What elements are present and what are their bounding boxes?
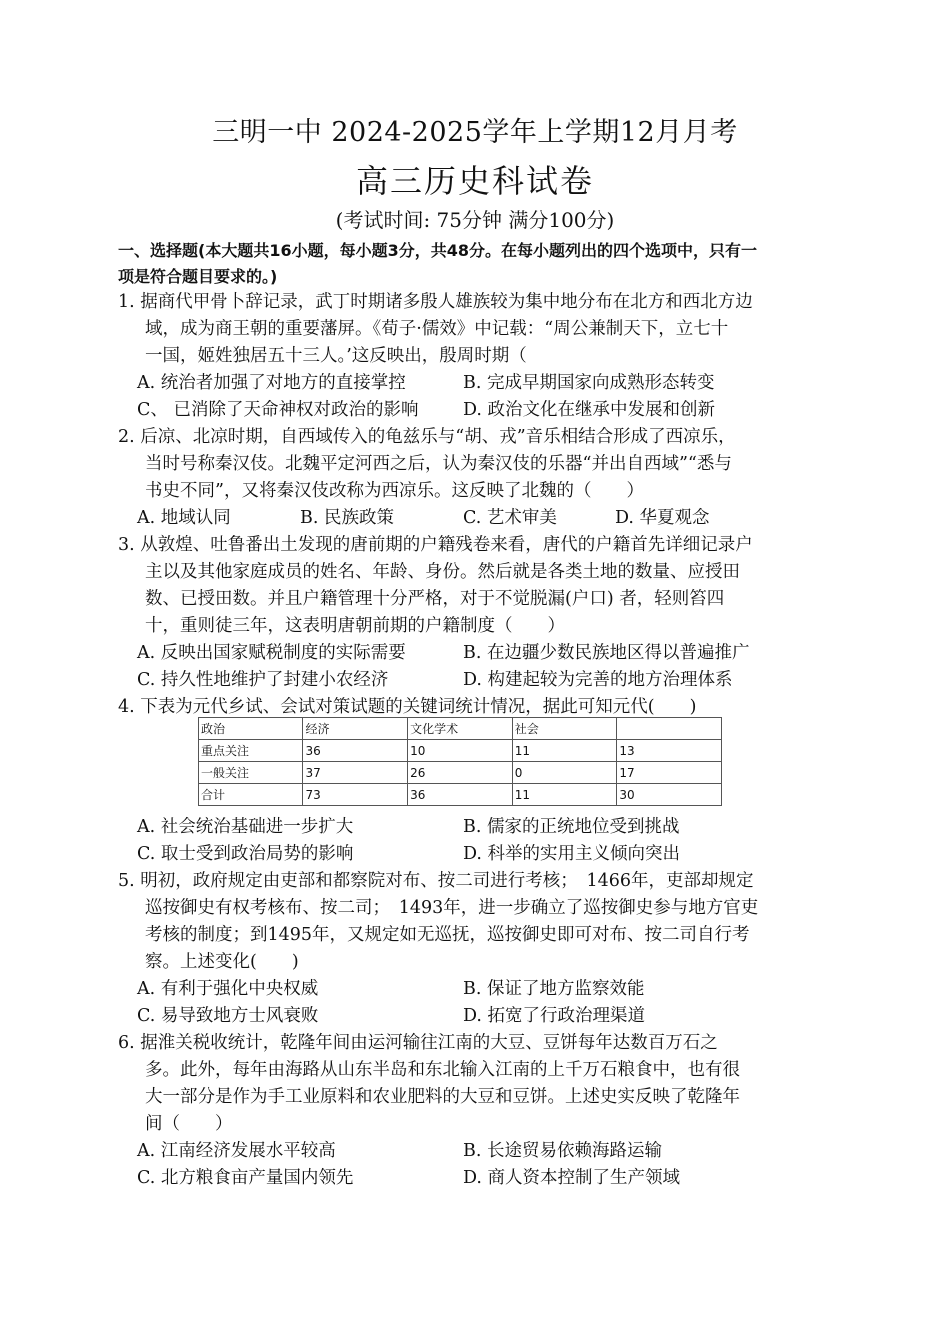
table-cell: 政治	[199, 718, 303, 740]
table-cell: 重点关注	[199, 740, 303, 762]
exam-info: (考试时间: 75分钟 满分100分)	[335, 208, 615, 232]
question-3-option-b: B. 在边疆少数民族地区得以普遍推广	[463, 643, 750, 663]
question-3-option-c: C. 持久性地维护了封建小农经济	[137, 670, 389, 690]
table-cell: 合计	[199, 784, 303, 806]
table-cell: 73	[303, 784, 408, 806]
question-5-option-b: B. 保证了地方监察效能	[463, 979, 645, 999]
table-cell: 11	[512, 740, 617, 762]
question-3-stem-line2: 主以及其他家庭成员的姓名、年龄、身份。然后就是各类土地的数量、应授田	[145, 562, 740, 582]
exam-title: 三明一中 2024-2025学年上学期12月月考	[212, 117, 738, 148]
question-1-option-a: A. 统治者加强了对地方的直接掌控	[137, 373, 406, 393]
question-3-option-a: A. 反映出国家赋税制度的实际需要	[137, 643, 406, 663]
question-1-option-b: B. 完成早期国家向成熟形态转变	[463, 373, 715, 393]
question-5-stem-line1: 5. 明初，政府规定由吏部和都察院对布、按二司进行考核； 1466年，吏部却规定	[118, 871, 754, 891]
question-6-option-d: D. 商人资本控制了生产领域	[463, 1168, 681, 1188]
question-1-option-d: D. 政治文化在继承中发展和创新	[463, 400, 716, 420]
table-cell: 36	[303, 740, 408, 762]
question-6-option-b: B. 长途贸易依赖海路运输	[463, 1141, 662, 1161]
table-cell: 文化学术	[408, 718, 513, 740]
question-3-option-d: D. 构建起较为完善的地方治理体系	[463, 670, 733, 690]
question-1-stem-line2: 域，成为商王朝的重要藩屏。《荀子·儒效》中记载：“周公兼制天下，立七十	[145, 319, 729, 339]
question-6-stem-line2: 多。此外，每年由海路从山东半岛和东北输入江南的上千万石粮食中，也有很	[145, 1060, 740, 1080]
table-row	[199, 784, 722, 806]
table-cell: 36	[408, 784, 513, 806]
question-5-stem-line2: 巡按御史有权考核布、按二司； 1493年，进一步确立了巡按御史参与地方官吏	[145, 898, 759, 918]
question-2-option-a: A. 地域认同	[137, 508, 231, 528]
question-3-stem-line3: 数、已授田数。并且户籍管理十分严格，对于不觉脱漏(户口) 者，轻则笞四	[145, 589, 725, 609]
table-cell: 17	[617, 762, 722, 784]
question-2-stem-line2: 当时号称秦汉伎。北魏平定河西之后，认为秦汉伎的乐器“并出自西域”“悉与	[145, 454, 732, 474]
question-2-option-d: D. 华夏观念	[615, 508, 710, 528]
question-4-option-c: C. 取士受到政治局势的影响	[137, 844, 354, 864]
question-2-stem-line3: 书史不同”，又将秦汉伎改称为西凉乐。这反映了北魏的（ ）	[145, 481, 644, 501]
question-4-option-b: B. 儒家的正统地位受到挑战	[463, 817, 680, 837]
table-cell: 37	[303, 762, 408, 784]
table-cell	[617, 718, 722, 740]
table-cell: 一般关注	[199, 762, 303, 784]
question-6-stem-line4: 间（ ）	[145, 1114, 233, 1134]
question-5-stem-line3: 考核的制度；到1495年，又规定如无巡抚，巡按御史即可对布、按二司自行考	[145, 925, 750, 945]
table-cell: 经济	[303, 718, 408, 740]
question-4-option-a: A. 社会统治基础进一步扩大	[137, 817, 354, 837]
question-1-stem-line3: 一国，姬姓独居五十三人。’这反映出，殷周时期（	[145, 346, 527, 366]
question-4-stem-line1: 4. 下表为元代乡试、会试对策试题的关键词统计情况，据此可知元代( )	[118, 697, 697, 717]
table-cell: 0	[512, 762, 617, 784]
keyword-stats-table	[198, 717, 722, 806]
question-6-option-a: A. 江南经济发展水平较高	[137, 1141, 336, 1161]
question-5-option-a: A. 有利于强化中央权威	[137, 979, 319, 999]
question-3-stem-line1: 3. 从敦煌、吐鲁番出土发现的唐前期的户籍残卷来看，唐代的户籍首先详细记录户	[118, 535, 753, 555]
table-cell: 26	[408, 762, 513, 784]
table-cell: 13	[617, 740, 722, 762]
question-6-stem-line3: 大一部分是作为手工业原料和农业肥料的大豆和豆饼。上述史实反映了乾隆年	[145, 1087, 740, 1107]
question-5-stem-line4: 察。上述变化( )	[145, 952, 299, 972]
table-row	[199, 740, 722, 762]
exam-subtitle: 高三历史科试卷	[355, 162, 594, 200]
question-4-option-d: D. 科举的实用主义倾向突出	[463, 844, 681, 864]
section-instructions-line1: 一、选择题(本大题共16小题，每小题3分，共48分。在每小题列出的四个选项中，只有一	[118, 241, 757, 260]
table-cell: 10	[408, 740, 513, 762]
question-5-option-c: C. 易导致地方士风衰败	[137, 1006, 319, 1026]
section-instructions-line2: 项是符合题目要求的。)	[118, 267, 278, 286]
question-2-option-b: B. 民族政策	[300, 508, 394, 528]
question-2-option-c: C. 艺术审美	[463, 508, 557, 528]
question-5-option-d: D. 拓宽了行政治理渠道	[463, 1006, 646, 1026]
question-1-option-c: C、 已消除了天命神权对政治的影响	[137, 400, 419, 420]
question-1-stem-line1: 1. 据商代甲骨卜辞记录，武丁时期诸多殷人雄族较为集中地分布在北方和西北方边	[118, 292, 753, 312]
question-6-option-c: C. 北方粮食亩产量国内领先	[137, 1168, 354, 1188]
table-cell: 11	[512, 784, 617, 806]
question-2-stem-line1: 2. 后凉、北凉时期，自西域传入的龟兹乐与“胡、戎”音乐相结合形成了西凉乐，	[118, 427, 736, 447]
table-cell: 30	[617, 784, 722, 806]
table-row	[199, 762, 722, 784]
question-3-stem-line4: 十，重则徒三年，这表明唐朝前期的户籍制度（ ）	[145, 616, 565, 636]
question-6-stem-line1: 6. 据淮关税收统计，乾隆年间由运河输往江南的大豆、豆饼每年达数百万石之	[118, 1033, 718, 1053]
table-cell: 社会	[512, 718, 617, 740]
table-row	[199, 718, 722, 740]
